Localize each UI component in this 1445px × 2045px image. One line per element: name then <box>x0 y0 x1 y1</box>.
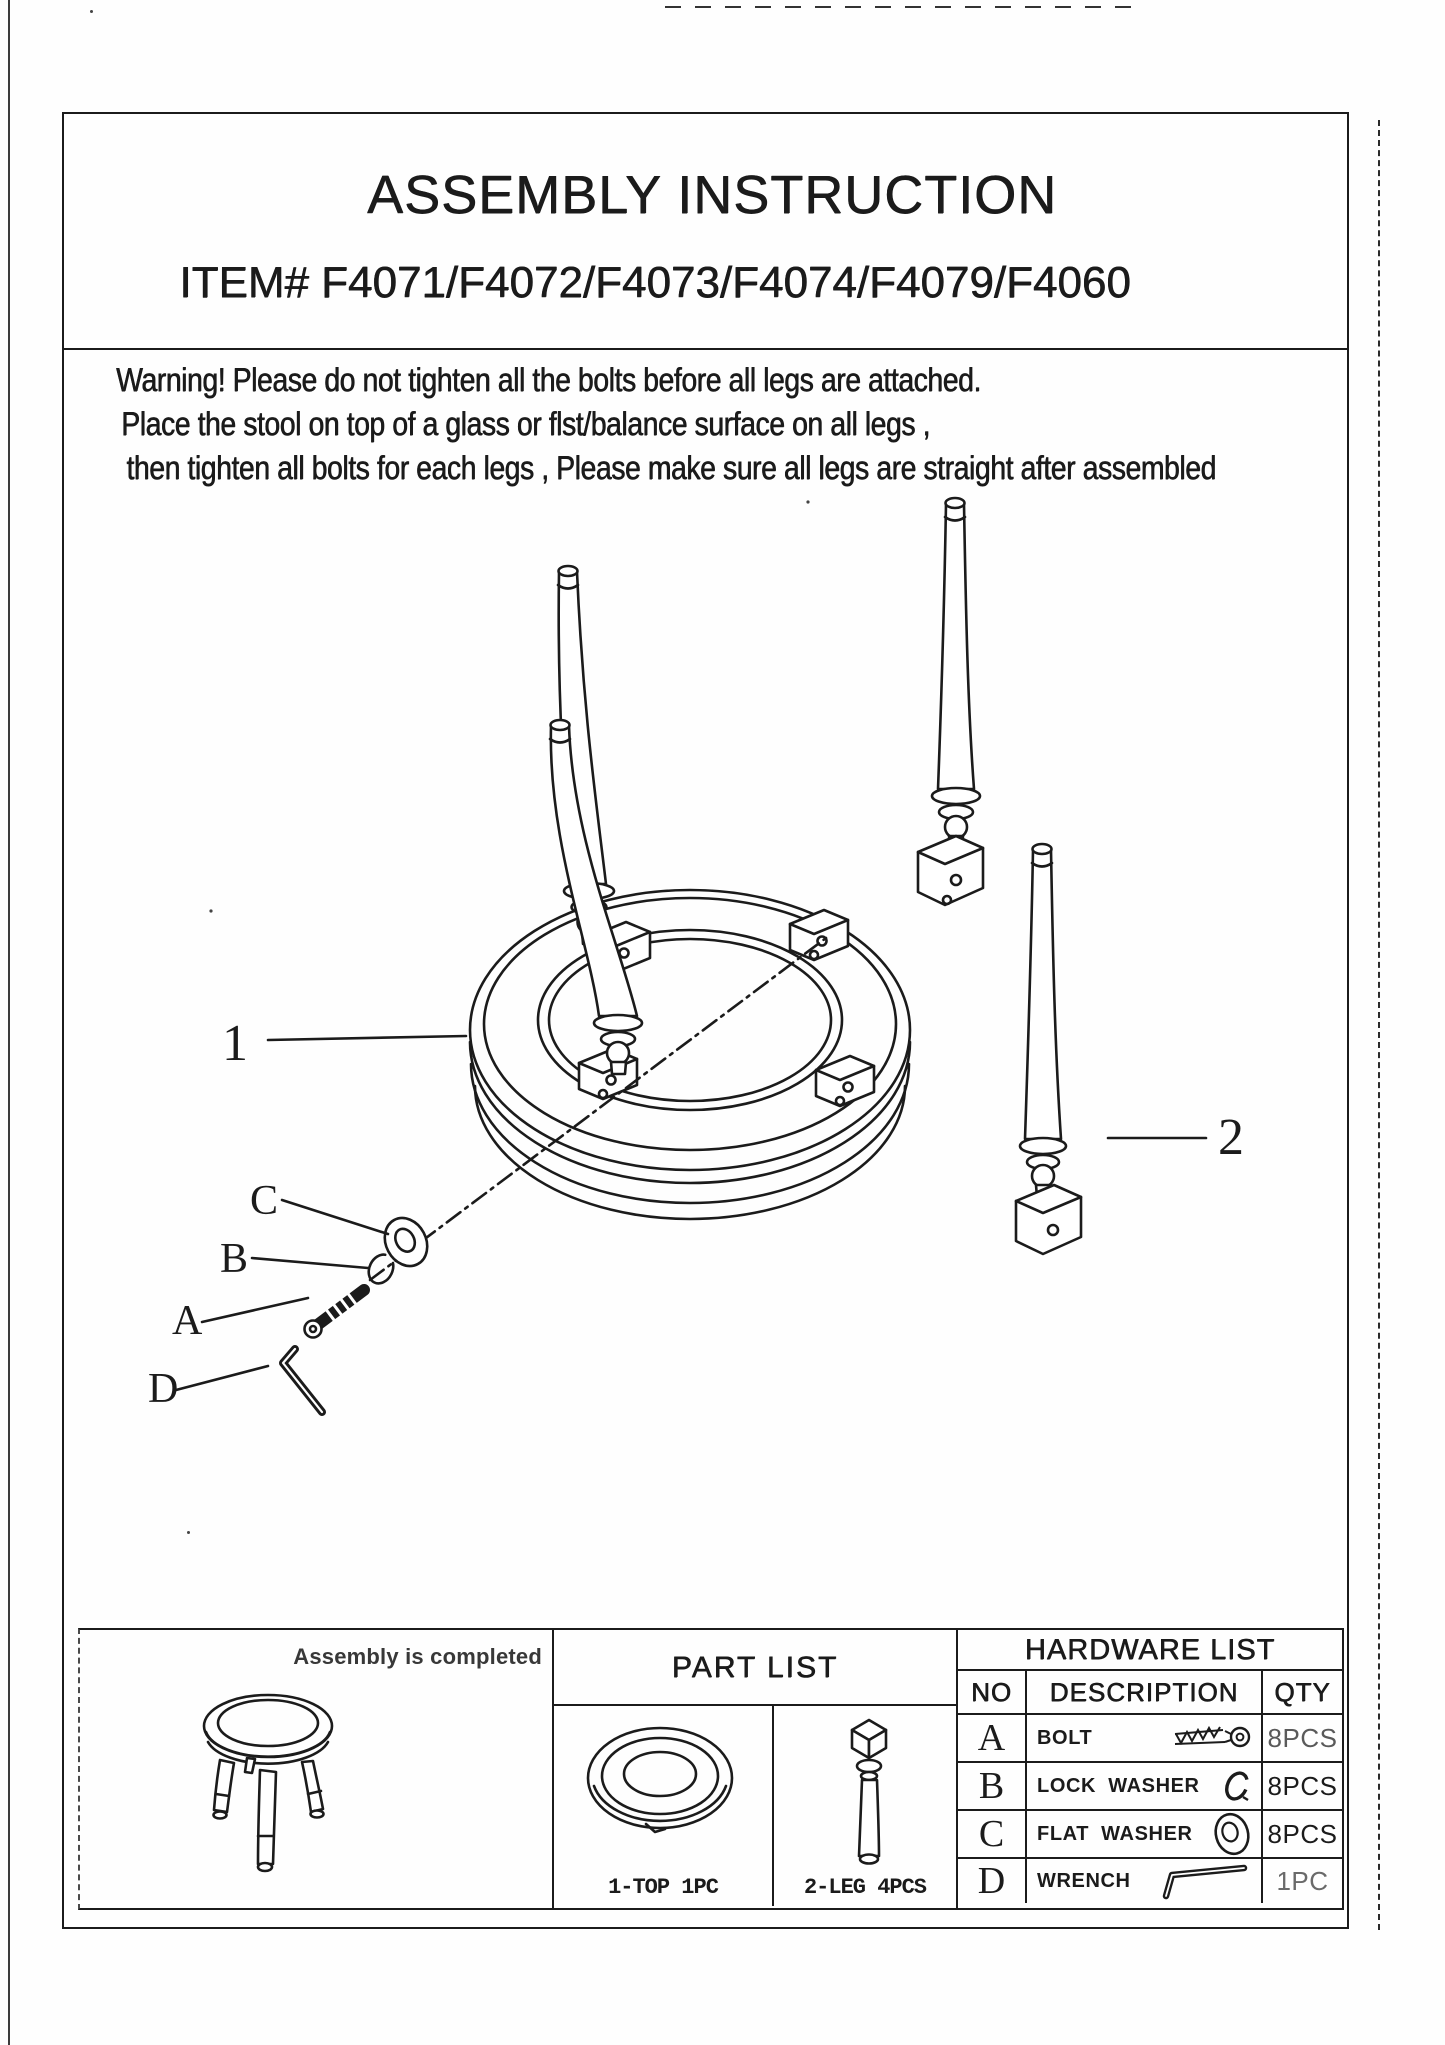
flat-washer-icon <box>1211 1811 1253 1857</box>
part-leg-icon <box>802 1714 930 1874</box>
label-top: 1 <box>222 1015 248 1072</box>
assembly-completed-cell <box>80 1630 552 1908</box>
bottom-tables <box>78 1628 1344 1910</box>
bolt-icon <box>1167 1723 1253 1753</box>
completed-stool-icon <box>198 1686 338 1891</box>
label-bolt: A <box>172 1298 203 1344</box>
assembly-completed-caption: Assembly is completed <box>293 1644 542 1669</box>
lock-washer-icon <box>1221 1766 1253 1806</box>
wrench-icon <box>1157 1861 1253 1901</box>
page-title: ASSEMBLY INSTRUCTION <box>366 165 1058 225</box>
part-leg-label: 2-LEG 4PCS <box>803 1875 927 1900</box>
hardware-row-description <box>1027 1811 1263 1859</box>
leg-front-left <box>550 720 642 1074</box>
hardware-row-qty: 8PCS <box>1263 1763 1342 1811</box>
hardware-row-description <box>1027 1715 1263 1763</box>
column-header-qty: QTY <box>1263 1671 1342 1715</box>
part-top-icon <box>584 1720 736 1840</box>
warning-line-2: Place the stool on top of a glass or flst/balance surface on all legs , <box>121 405 930 442</box>
hardware-row-no: A <box>958 1715 1027 1763</box>
flat-washer-label: FLAT WASHER <box>1037 1822 1193 1845</box>
hardware-row-qty: 8PCS <box>1263 1715 1342 1763</box>
scan-dash-marks <box>665 6 1135 8</box>
part-list-cell <box>552 1630 956 1908</box>
hardware-row-no: C <box>958 1811 1027 1859</box>
label-wrench: D <box>148 1366 179 1412</box>
leg-top-right <box>918 498 983 905</box>
hardware-list-header: HARDWARE LIST <box>958 1630 1342 1671</box>
lock-washer-label: LOCK WASHER <box>1037 1774 1200 1797</box>
exploded-stool-diagram <box>70 470 1340 1480</box>
hardware-table <box>958 1671 1342 1903</box>
warning-divider-line <box>62 348 1347 350</box>
warning-line-1: Warning! Please do not tighten all the bolts before all legs are attached. <box>116 361 981 398</box>
bolt-drawing <box>305 1290 365 1338</box>
page-edge-line <box>8 0 10 2045</box>
hardware-row-no: B <box>958 1763 1027 1811</box>
item-number-line: ITEM# F4071/F4072/F4073/F4074/F4079/F4060 <box>179 258 1131 307</box>
label-lock-washer: B <box>220 1236 249 1282</box>
hardware-row-description <box>1027 1859 1263 1903</box>
hardware-row-no: D <box>958 1859 1027 1903</box>
allen-wrench-drawing <box>283 1349 322 1412</box>
hardware-list-cell <box>956 1630 1342 1908</box>
flat-washer-drawing <box>377 1211 436 1274</box>
hardware-row-description <box>1027 1763 1263 1811</box>
leg-detached-right <box>1016 844 1081 1254</box>
label-leg: 2 <box>1218 1109 1244 1166</box>
hardware-row-qty: 1PC <box>1276 1865 1329 1896</box>
part-top-cell <box>554 1706 774 1906</box>
bolt-label: BOLT <box>1037 1726 1093 1749</box>
column-header-no: NO <box>958 1671 1027 1715</box>
column-header-description: DESCRIPTION <box>1027 1671 1263 1715</box>
scan-dot <box>90 10 93 13</box>
hardware-row-qty: 8PCS <box>1263 1811 1342 1859</box>
label-flat-washer: C <box>250 1178 279 1224</box>
part-list-header: PART LIST <box>554 1630 956 1706</box>
wrench-label: WRENCH <box>1037 1869 1131 1892</box>
warning-line-3: then tighten all bolts for each legs , Please make sure all legs are straight after assembled <box>126 449 1216 486</box>
part-top-label: 1-TOP 1PC <box>608 1875 718 1900</box>
document-border-broken-line <box>1378 120 1380 1930</box>
part-leg-cell <box>774 1706 956 1906</box>
